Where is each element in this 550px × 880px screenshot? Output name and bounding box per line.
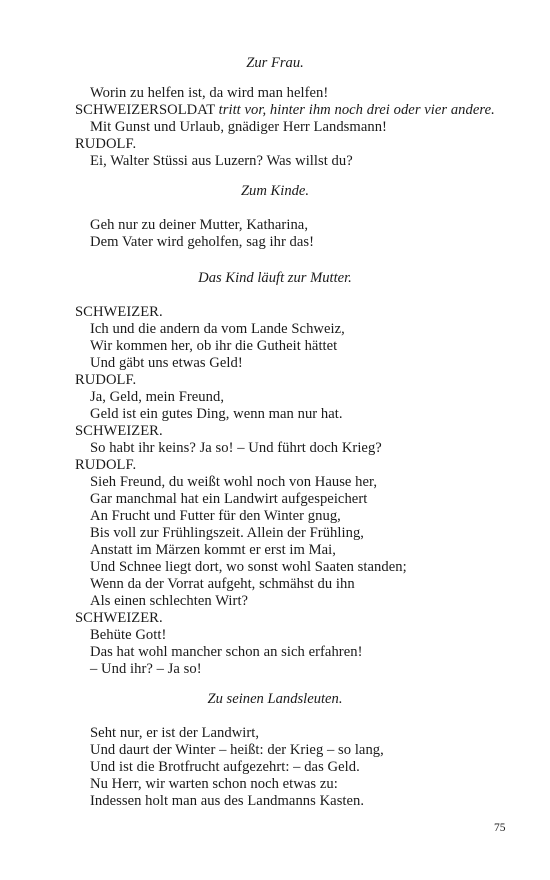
speaker-name: SCHWEIZER. xyxy=(75,304,163,320)
verse-line: Anstatt im Märzen kommt er erst im Mai, xyxy=(90,542,336,558)
verse-line: Sieh Freund, du weißt wohl noch von Hause her, xyxy=(90,474,378,490)
verse-line: – Und ihr? – Ja so! xyxy=(90,661,202,677)
inline-stage-direction: tritt vor, hinter ihm noch drei oder vier andere. xyxy=(218,102,495,118)
speaker-name: SCHWEIZER. xyxy=(75,423,163,439)
speaker-line xyxy=(75,423,163,440)
verse-line: Seht nur, er ist der Landwirt, xyxy=(90,725,260,741)
verse-line: Dem Vater wird geholfen, sag ihr das! xyxy=(90,234,315,250)
verse-line: Nu Herr, wir warten schon noch etwas zu: xyxy=(90,776,338,792)
speaker-name: SCHWEIZERSOLDAT xyxy=(75,102,215,118)
speaker-name: RUDOLF. xyxy=(75,457,137,473)
verse-line: Worin zu helfen ist, da wird man helfen! xyxy=(90,85,329,101)
verse-line: Bis voll zur Frühlingszeit. Allein der Frühling, xyxy=(90,525,364,541)
speaker-line xyxy=(75,102,495,119)
stage-direction: Zu seinen Landsleuten. xyxy=(207,691,343,707)
verse-line: So habt ihr keins? Ja so! – Und führt doch Krieg? xyxy=(90,440,382,456)
verse-line: Das hat wohl mancher schon an sich erfahren! xyxy=(90,644,363,660)
speaker-line xyxy=(75,372,136,389)
verse-line: Ja, Geld, mein Freund, xyxy=(90,389,225,405)
speaker-name: RUDOLF. xyxy=(75,372,137,388)
verse-line: Und Schnee liegt dort, wo sonst wohl Saaten standen; xyxy=(90,559,407,575)
speaker-line xyxy=(75,457,136,474)
verse-line: Ich und die andern da vom Lande Schweiz, xyxy=(90,321,345,337)
speaker-line xyxy=(75,304,163,321)
verse-line: Behüte Gott! xyxy=(90,627,167,643)
page-number: 75 xyxy=(494,822,506,834)
verse-line: An Frucht und Futter für den Winter gnug, xyxy=(90,508,341,524)
speaker-line xyxy=(75,610,163,627)
stage-direction: Zum Kinde. xyxy=(240,183,310,199)
stage-direction: Das Kind läuft zur Mutter. xyxy=(198,270,352,286)
verse-line: Geld ist ein gutes Ding, wenn man nur hat. xyxy=(90,406,343,422)
speaker-name: SCHWEIZER. xyxy=(75,610,163,626)
verse-line: Mit Gunst und Urlaub, gnädiger Herr Landsmann! xyxy=(90,119,387,135)
verse-line: Indessen holt man aus des Landmanns Kasten. xyxy=(90,793,365,809)
speaker-name: RUDOLF. xyxy=(75,136,137,152)
verse-line: Als einen schlechten Wirt? xyxy=(90,593,249,609)
verse-line: Wenn da der Vorrat aufgeht, schmähst du ihn xyxy=(90,576,355,592)
verse-line: Und ist die Brotfrucht aufgezehrt: – das Geld. xyxy=(90,759,360,775)
verse-line: Und daurt der Winter – heißt: der Krieg – so lang, xyxy=(90,742,384,758)
stage-direction: Zur Frau. xyxy=(246,55,304,71)
verse-line: Ei, Walter Stüssi aus Luzern? Was willst du? xyxy=(90,153,353,169)
verse-line: Und gäbt uns etwas Geld! xyxy=(90,355,243,371)
speaker-line xyxy=(75,136,136,153)
verse-line: Gar manchmal hat ein Landwirt aufgespeichert xyxy=(90,491,368,507)
verse-line: Geh nur zu deiner Mutter, Katharina, xyxy=(90,217,309,233)
verse-line: Wir kommen her, ob ihr die Gutheit hättet xyxy=(90,338,338,354)
